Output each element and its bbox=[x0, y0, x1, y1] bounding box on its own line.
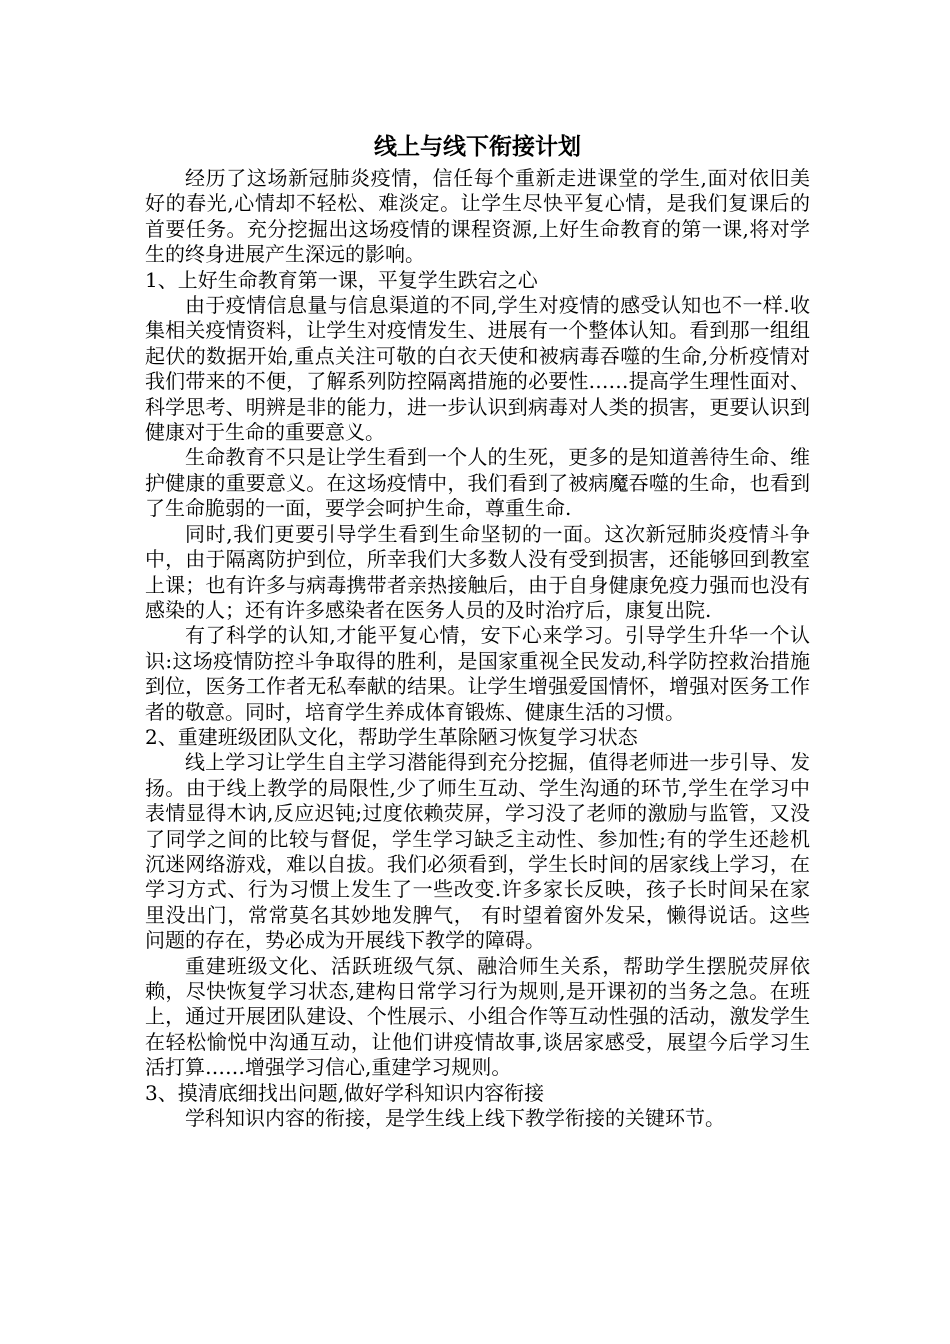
paragraph: 重建班级文化、活跃班级气氛、融洽师生关系，帮助学生摆脱荧屏依赖，尽快恢复学习状态,建构日常学习行为规则,是开课初的当务之急。在班上，通过开展团队建设、个性展示、小组合作等互动性强的活动，激发学生在轻松愉悦中沟通互动，让他们讲疫情故事,谈居家感受，展望今后学习生活打算……增强学习信心,重建学习规则。 bbox=[145, 953, 810, 1080]
paragraph: 同时,我们更要引导学生看到生命坚韧的一面。这次新冠肺炎疫情斗争中，由于隔离防护到位，所幸我们大多数人没有受到损害，还能够回到教室上课；也有许多与病毒携带者亲热接触后，由于自身健康免疫力强而也没有感染的人；还有许多感染者在医务人员的及时治疗后，康复出院. bbox=[145, 521, 810, 622]
paragraph: 生命教育不只是让学生看到一个人的生死，更多的是知道善待生命、维护健康的重要意义。在这场疫情中，我们看到了被病魔吞噬的生命，也看到了生命脆弱的一面，要学会呵护生命，尊重生命. bbox=[145, 445, 810, 521]
paragraph: 线上学习让学生自主学习潜能得到充分挖掘，值得老师进一步引导、发扬。由于线上教学的局限性,少了师生互动、学生沟通的环节,学生在学习中表情显得木讷,反应迟钝;过度依赖荧屏，学习没了老师的激励与监管，又没了同学之间的比较与督促，学生学习缺乏主动性、参加性;有的学生还趁机沉迷网络游戏，难以自拔。我们必须看到，学生长时间的居家线上学习，在学习方式、行为习惯上发生了一些改变.许多家长反映，孩子长时间呆在家里没出门，常常莫名其妙地发脾气， 有时望着窗外发呆，懒得说话。这些问题的存在，势必成为开展线下教学的障碍。 bbox=[145, 750, 810, 953]
section-heading: 1、上好生命教育第一课，平复学生跌宕之心 bbox=[145, 267, 538, 292]
section-heading: 3、摸清底细找出问题,做好学科知识内容衔接 bbox=[145, 1080, 545, 1105]
document-body bbox=[145, 166, 810, 1131]
section-heading: 2、重建班级团队文化，帮助学生革除陋习恢复学习状态 bbox=[145, 724, 638, 749]
paragraph: 学科知识内容的衔接，是学生线上线下教学衔接的关键环节。 bbox=[185, 1106, 725, 1131]
paragraph: 经历了这场新冠肺炎疫情，信任每个重新走进课堂的学生,面对依旧美好的春光,心情却不轻松、难淡定。让学生尽快平复心情，是我们复课后的首要任务。充分挖掘出这场疫情的课程资源,上好生命教育的第一课,将对学生的终身进展产生深远的影响。 bbox=[145, 166, 810, 267]
document-title: 线上与线下衔接计划 bbox=[374, 133, 581, 160]
document-page bbox=[145, 132, 810, 1131]
paragraph: 有了科学的认知,才能平复心情，安下心来学习。引导学生升华一个认识:这场疫情防控斗争取得的胜利，是国家重视全民发动,科学防控救治措施到位，医务工作者无私奉献的结果。让学生增强爱国情怀，增强对医务工作者的敬意。同时，培育学生养成体育锻炼、健康生活的习惯。 bbox=[145, 623, 810, 724]
paragraph: 由于疫情信息量与信息渠道的不同,学生对疫情的感受认知也不一样.收集相关疫情资料，让学生对疫情发生、进展有一个整体认知。看到那一组组起伏的数据开始,重点关注可敬的白衣天使和被病毒吞噬的生命,分析疫情对我们带来的不便，了解系列防控隔离措施的必要性……提高学生理性面对、科学思考、明辨是非的能力，进一步认识到病毒对人类的损害，更要认识到健康对于生命的重要意义。 bbox=[145, 293, 810, 445]
